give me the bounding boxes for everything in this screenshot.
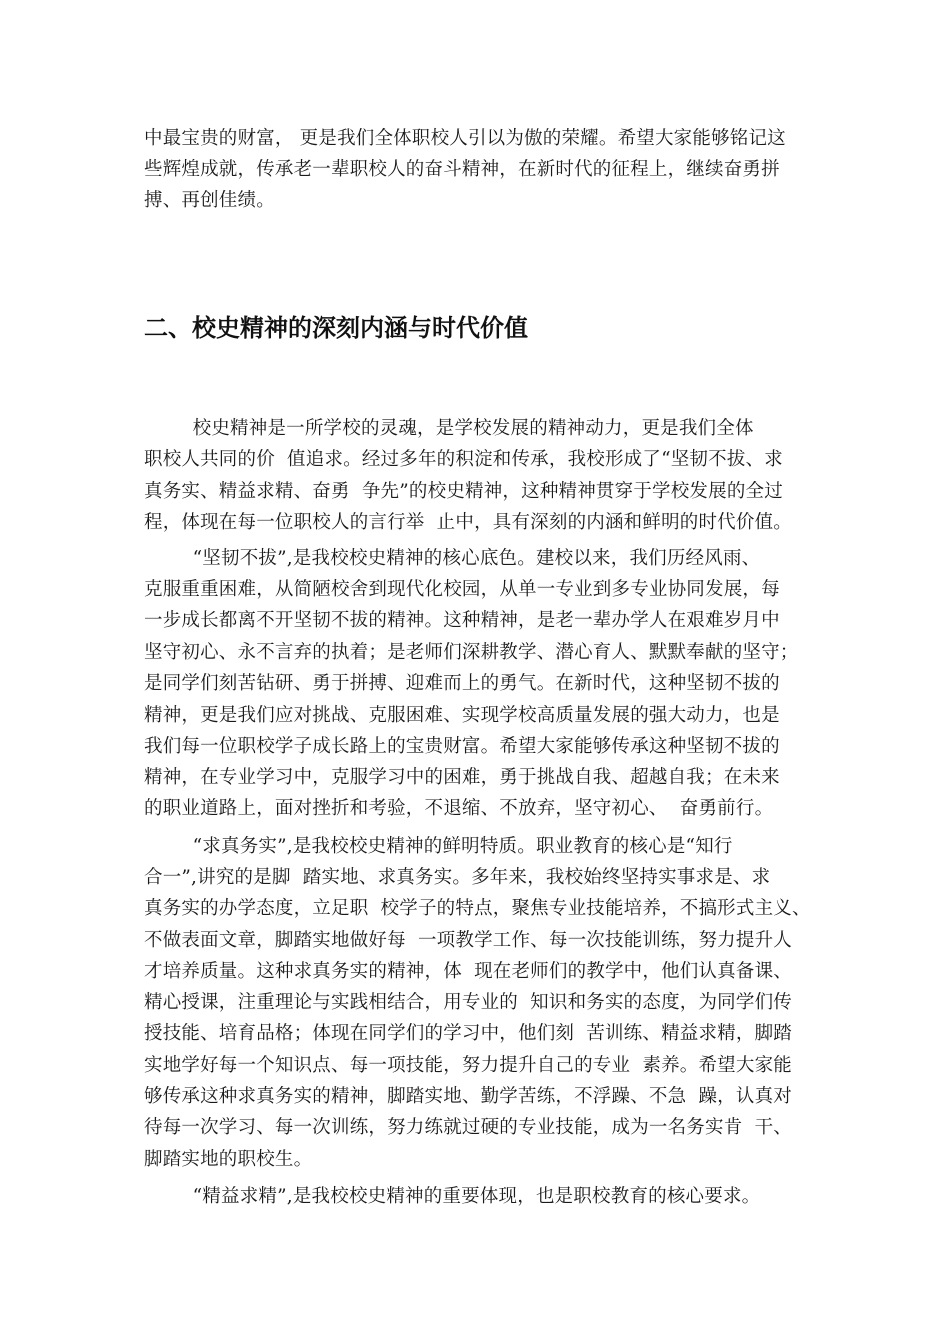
text-line: 些辉煌成就，传承老一辈职校人的奋斗精神，在新时代的征程上，继续奋勇拼 — [144, 159, 780, 180]
text-line: 精神，更是我们应对挑战、克服困难、实现学校高质量发展的强大动力，也是 — [144, 705, 780, 726]
text-line: 程，体现在每一位职校人的言行举 止中，具有深刻的内涵和鲜明的时代价值。 — [144, 512, 792, 533]
text-line: 够传承这种求真务实的精神，脚踏实地、勤学苦练，不浮躁、不急 躁，认真对 — [144, 1086, 792, 1107]
text-line: 的职业道路上，面对挫折和考验，不退缩、不放弃，坚守初心、 奋勇前行。 — [144, 798, 774, 819]
text-line: “精益求精”,是我校校史精神的重要体现，也是职校教育的核心要求。 — [144, 1186, 761, 1207]
text-line: 克服重重困难，从简陋校舍到现代化校园，从单一专业到多专业协同发展，每 — [144, 579, 780, 600]
text-line: 中最宝贵的财富， 更是我们全体职校人引以为傲的荣耀。希望大家能够铭记这 — [144, 128, 786, 149]
text-line: 真务实、精益求精、奋勇 争先”的校史精神，这种精神贯穿于学校发展的全过 — [144, 481, 783, 502]
text-line: 精心授课，注重理论与实践相结合，用专业的 知识和务实的态度，为同学们传 — [144, 992, 792, 1013]
text-line: 坚守初心、永不言弃的执着；是老师们深耕教学、潜心育人、默默奉献的坚守； — [144, 642, 799, 663]
text-line: 待每一次学习、每一次训练，努力练就过硬的专业技能，成为一名务实肯 干、 — [144, 1117, 792, 1138]
text-line: 职校人共同的价 值追求。经过多年的积淀和传承，我校形成了“坚韧不拔、求 — [144, 449, 783, 470]
text-line: 搏、再创佳绩。 — [144, 190, 275, 211]
text-line: 校史精神是一所学校的灵魂，是学校发展的精神动力，更是我们全体 — [144, 418, 754, 439]
text-line: 脚踏实地的职校生。 — [144, 1149, 313, 1170]
section-heading: 二、校史精神的深刻内涵与时代价值 — [144, 314, 528, 342]
text-line: 才培养质量。这种求真务实的精神，体 现在老师们的教学中，他们认真备课、 — [144, 961, 792, 982]
text-line: 我们每一位职校学子成长路上的宝贵财富。希望大家能够传承这种坚韧不拔的 — [144, 736, 780, 757]
text-line: 一步成长都离不开坚韧不拔的精神。这种精神，是老一辈办学人在艰难岁月中 — [144, 610, 780, 631]
text-line: “求真务实”,是我校校史精神的鲜明特质。职业教育的核心是“知行 — [144, 836, 733, 857]
text-line: 真务实的办学态度，立足职 校学子的特点，聚焦专业技能培养，不搞形式主义、 — [144, 898, 811, 919]
text-line: 是同学们刻苦钻研、勇于拼搏、迎难而上的勇气。在新时代，这种坚韧不拔的 — [144, 673, 780, 694]
text-line: 实地学好每一个知识点、每一项技能，努力提升自己的专业 素养。希望大家能 — [144, 1055, 792, 1076]
text-line: 不做表面文章，脚踏实地做好每 一项教学工作、每一次技能训练，努力提升人 — [144, 930, 792, 951]
text-line: 精神，在专业学习中，克服学习中的困难，勇于挑战自我、超越自我；在未来 — [144, 767, 780, 788]
text-line: 合一”,讲究的是脚 踏实地、求真务实。多年来，我校始终坚持实事求是、求 — [144, 867, 771, 888]
text-line: 授技能、培育品格；体现在同学们的学习中，他们刻 苦训练、精益求精，脚踏 — [144, 1023, 792, 1044]
text-line: “坚韧不拔”,是我校校史精神的核心底色。建校以来，我们历经风雨、 — [144, 548, 761, 569]
